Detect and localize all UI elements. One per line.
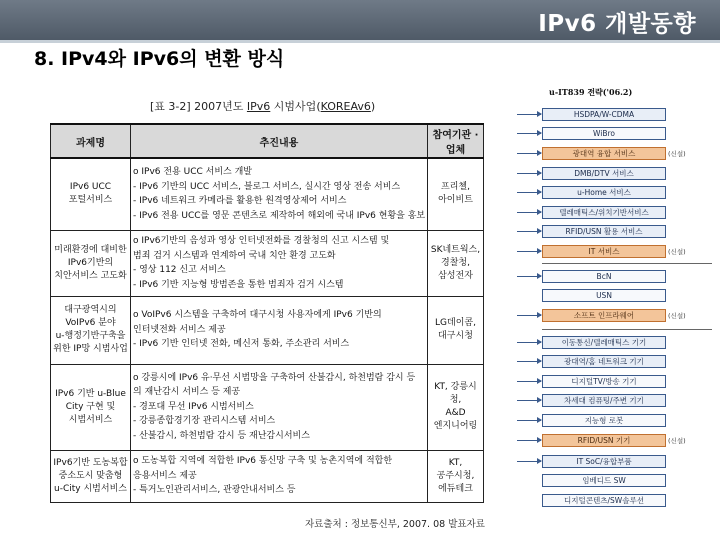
content-cell: [131, 158, 428, 230]
table-row: [51, 230, 484, 296]
diagram-box: u-Home 서비스: [542, 186, 666, 199]
arrow-icon: [517, 212, 541, 213]
caption-prefix: [표 3-2] 2007년도: [150, 100, 247, 113]
task-cell-line: City 구현 및: [65, 401, 116, 412]
arrow-icon: [517, 114, 541, 115]
pilot-project-table: [50, 123, 484, 503]
content-cell-line: - 산불감시, 하천범람 감시 등 재난감시서비스: [133, 430, 310, 441]
task-cell: [51, 158, 131, 230]
org-cell-line: KT, 강릉시청,: [434, 382, 477, 405]
diagram-box: HSDPA/W-CDMA: [542, 108, 666, 121]
task-cell-line: 포털서비스: [68, 195, 113, 206]
task-cell: [51, 450, 131, 502]
task-cell-line: u-City 시범서비스: [54, 483, 127, 494]
diagram-box: DMB/DTV 서비스: [542, 167, 666, 180]
task-cell-line: 미래환경에 대비한: [54, 244, 127, 255]
col-header-task: 과제명: [51, 124, 131, 158]
task-cell-line: IPv6 UCC: [69, 182, 112, 193]
task-cell-line: IPv6기반의: [67, 257, 114, 268]
task-cell-line: 대구광역시의: [64, 305, 117, 315]
org-cell-line: A&D: [445, 408, 466, 418]
content-cell-line: o IPv6기반의 음성과 영상 인터넷전화를 경찰청의 신고 시스템 및: [133, 236, 390, 246]
diagram-box: 차세대 컴퓨팅/주변 기기: [542, 394, 666, 407]
slide-title: IPv6 개발동향: [538, 11, 696, 37]
task-cell-line: 위한 IP망 시범사업: [53, 344, 128, 354]
arrow-icon: [517, 153, 541, 154]
task-cell: [51, 364, 131, 450]
content-cell-line: - 경포대 무선 IPv6 시범서비스: [133, 401, 254, 412]
content-cell-line: - 영상 112 신고 서비스: [133, 265, 226, 275]
org-cell-line: 삼성전자: [438, 270, 473, 281]
org-cell-line: 에듀테크: [438, 483, 473, 494]
col-header-content: 추진내용: [131, 124, 428, 158]
diagram-box: 소프트 인프라웨어: [542, 309, 666, 322]
caption-end: ): [370, 100, 376, 113]
diagram-separator: [542, 329, 712, 330]
content-cell-line: 인터넷전화 서비스 제공: [133, 324, 226, 335]
diagram-box: 광대역/홈 네트워크 기기: [542, 355, 666, 368]
org-cell: [428, 230, 484, 296]
arrow-icon: [517, 192, 541, 193]
content-cell-line: - IPv6 전용 UCC를 영문 콘텐츠로 제작하여 해외에 국내 IPv6 현황을 홍보: [133, 210, 425, 221]
diagram-box: 텔레매틱스/위치기반서비스: [542, 206, 666, 219]
arrow-icon: [517, 173, 541, 174]
diagram-box: 디지털콘텐츠/SW솔루션: [542, 494, 666, 507]
diagram-box: 디지털TV/방송 기기: [542, 375, 666, 388]
org-cell: [428, 158, 484, 230]
content-cell-line: 의 재난감시 서비스 등 제공: [133, 387, 241, 398]
arrow-icon: [517, 461, 541, 462]
content-cell-line: 범죄 검거 시스템과 연계하여 국내 치안 환경 고도화: [133, 250, 336, 261]
diagram-box: 이동통신/텔레매틱스 기기: [542, 336, 666, 349]
task-cell-line: IPv6 기반 u-Blue: [55, 388, 126, 399]
org-cell-line: 아이비트: [438, 195, 473, 206]
task-cell-line: u-행정기반구축을: [55, 331, 126, 341]
diagram-box: WiBro: [542, 127, 666, 140]
content-cell: [131, 296, 428, 364]
slide-subtitle: 8. IPv4와 IPv6의 변환 방식: [34, 48, 285, 70]
table-header-row: [51, 124, 484, 158]
arrow-icon: [517, 381, 541, 382]
task-cell-line: 중소도시 맞춤형: [58, 470, 123, 481]
task-cell: [51, 230, 131, 296]
u-it839-diagram: [515, 85, 715, 515]
diagram-box: IT SoC/융합부품: [542, 455, 666, 468]
org-cell: [428, 364, 484, 450]
caption-suffix: 시범사업(: [270, 100, 321, 113]
content-cell-line: - IPv6 기반 지능형 방범존을 통한 범죄자 검거 시스템: [133, 279, 344, 290]
diagram-box: IT 서비스: [542, 245, 666, 258]
table-row: [51, 296, 484, 364]
diagram-title: u-IT839 전략('06.2): [549, 87, 633, 97]
arrow-icon: [517, 440, 541, 441]
task-cell-line: 시범서비스: [68, 414, 113, 425]
table-row: [51, 364, 484, 450]
org-cell-line: 대구시청: [438, 331, 473, 341]
org-cell-line: LG데이콤,: [435, 318, 476, 328]
task-cell-line: 치안서비스 고도화: [54, 270, 127, 281]
content-cell-line: - 강릉종합경기장 관리시스템 서비스: [133, 416, 276, 427]
caption-ipv6: IPv6: [246, 100, 271, 113]
diagram-box: RFID/USN 활용 서비스: [542, 225, 666, 238]
table-row: [51, 158, 484, 230]
org-cell-line: 엔지니어링: [433, 421, 478, 431]
table-row: [51, 450, 484, 502]
org-cell: [428, 450, 484, 502]
arrow-icon: [517, 420, 541, 421]
content-cell: [131, 230, 428, 296]
diagram-note: (신설): [668, 312, 686, 320]
diagram-note: (신설): [668, 437, 686, 445]
arrow-icon: [517, 251, 541, 252]
arrow-icon: [517, 315, 541, 316]
arrow-icon: [517, 342, 541, 343]
diagram-box: 광대역 융합 서비스: [542, 147, 666, 160]
content-cell-line: o VoIPv6 시스템을 구축하여 대구시청 사용자에게 IPv6 기반의: [133, 310, 382, 321]
diagram-note: (신설): [668, 248, 686, 256]
content-cell-line: 응용서비스 제공: [133, 470, 197, 481]
arrow-icon: [517, 231, 541, 232]
content-cell-line: - 특거노인관리서비스, 관광안내서비스 등: [133, 485, 296, 496]
content-cell: [131, 364, 428, 450]
arrow-icon: [517, 361, 541, 362]
caption-org: KOREAv6: [320, 100, 371, 113]
org-cell-line: 경찰청,: [441, 257, 470, 268]
diagram-separator: [542, 263, 712, 264]
content-cell-line: - IPv6 기반의 UCC 서비스, 블로그 서비스, 실시간 영상 전송 서비스: [133, 181, 401, 192]
diagram-box: BcN: [542, 270, 666, 283]
source-note: 자료출처 : 정보통신부, 2007. 08 발표자료: [305, 519, 485, 530]
diagram-box: USN: [542, 289, 666, 302]
arrow-icon: [517, 400, 541, 401]
content-cell-line: o 도농복합 지역에 적합한 IPv6 통신망 구축 및 농촌지역에 적합한: [133, 456, 393, 467]
title-bar-stripe: [0, 40, 720, 43]
org-cell: [428, 296, 484, 364]
content-cell-line: - IPv6 네트워크 카메라를 활용한 원격영상제어 서비스: [133, 196, 347, 207]
org-cell-line: KT,: [448, 457, 463, 468]
org-cell-line: 프리첼,: [441, 182, 470, 193]
table-caption: [150, 98, 375, 114]
arrow-icon: [517, 133, 541, 134]
diagram-box: 지능형 로봇: [542, 414, 666, 427]
org-cell-line: SK네트웍스,: [430, 244, 481, 255]
col-header-org: 참여기관 · 업체: [428, 124, 484, 158]
diagram-note: (신설): [668, 150, 686, 158]
content-cell-line: - IPv6 기반 인터넷 전화, 메신저 통화, 주소관리 서비스: [133, 339, 350, 350]
content-cell-line: o IPv6 전용 UCC 서비스 개발: [133, 167, 252, 178]
arrow-icon: [517, 276, 541, 277]
content-cell-line: o 강릉시에 IPv6 유·무선 시범망을 구축하여 산불감시, 하천범람 감시 등: [133, 372, 416, 383]
content-cell: [131, 450, 428, 502]
diagram-box: 임베디드 SW: [542, 474, 666, 487]
org-cell-line: 공주시청,: [436, 470, 475, 481]
task-cell-line: VoIPv6 분야: [65, 318, 116, 328]
task-cell: [51, 296, 131, 364]
diagram-box: RFID/USN 기기: [542, 434, 666, 447]
task-cell-line: IPv6기반 도농복합: [53, 457, 128, 468]
